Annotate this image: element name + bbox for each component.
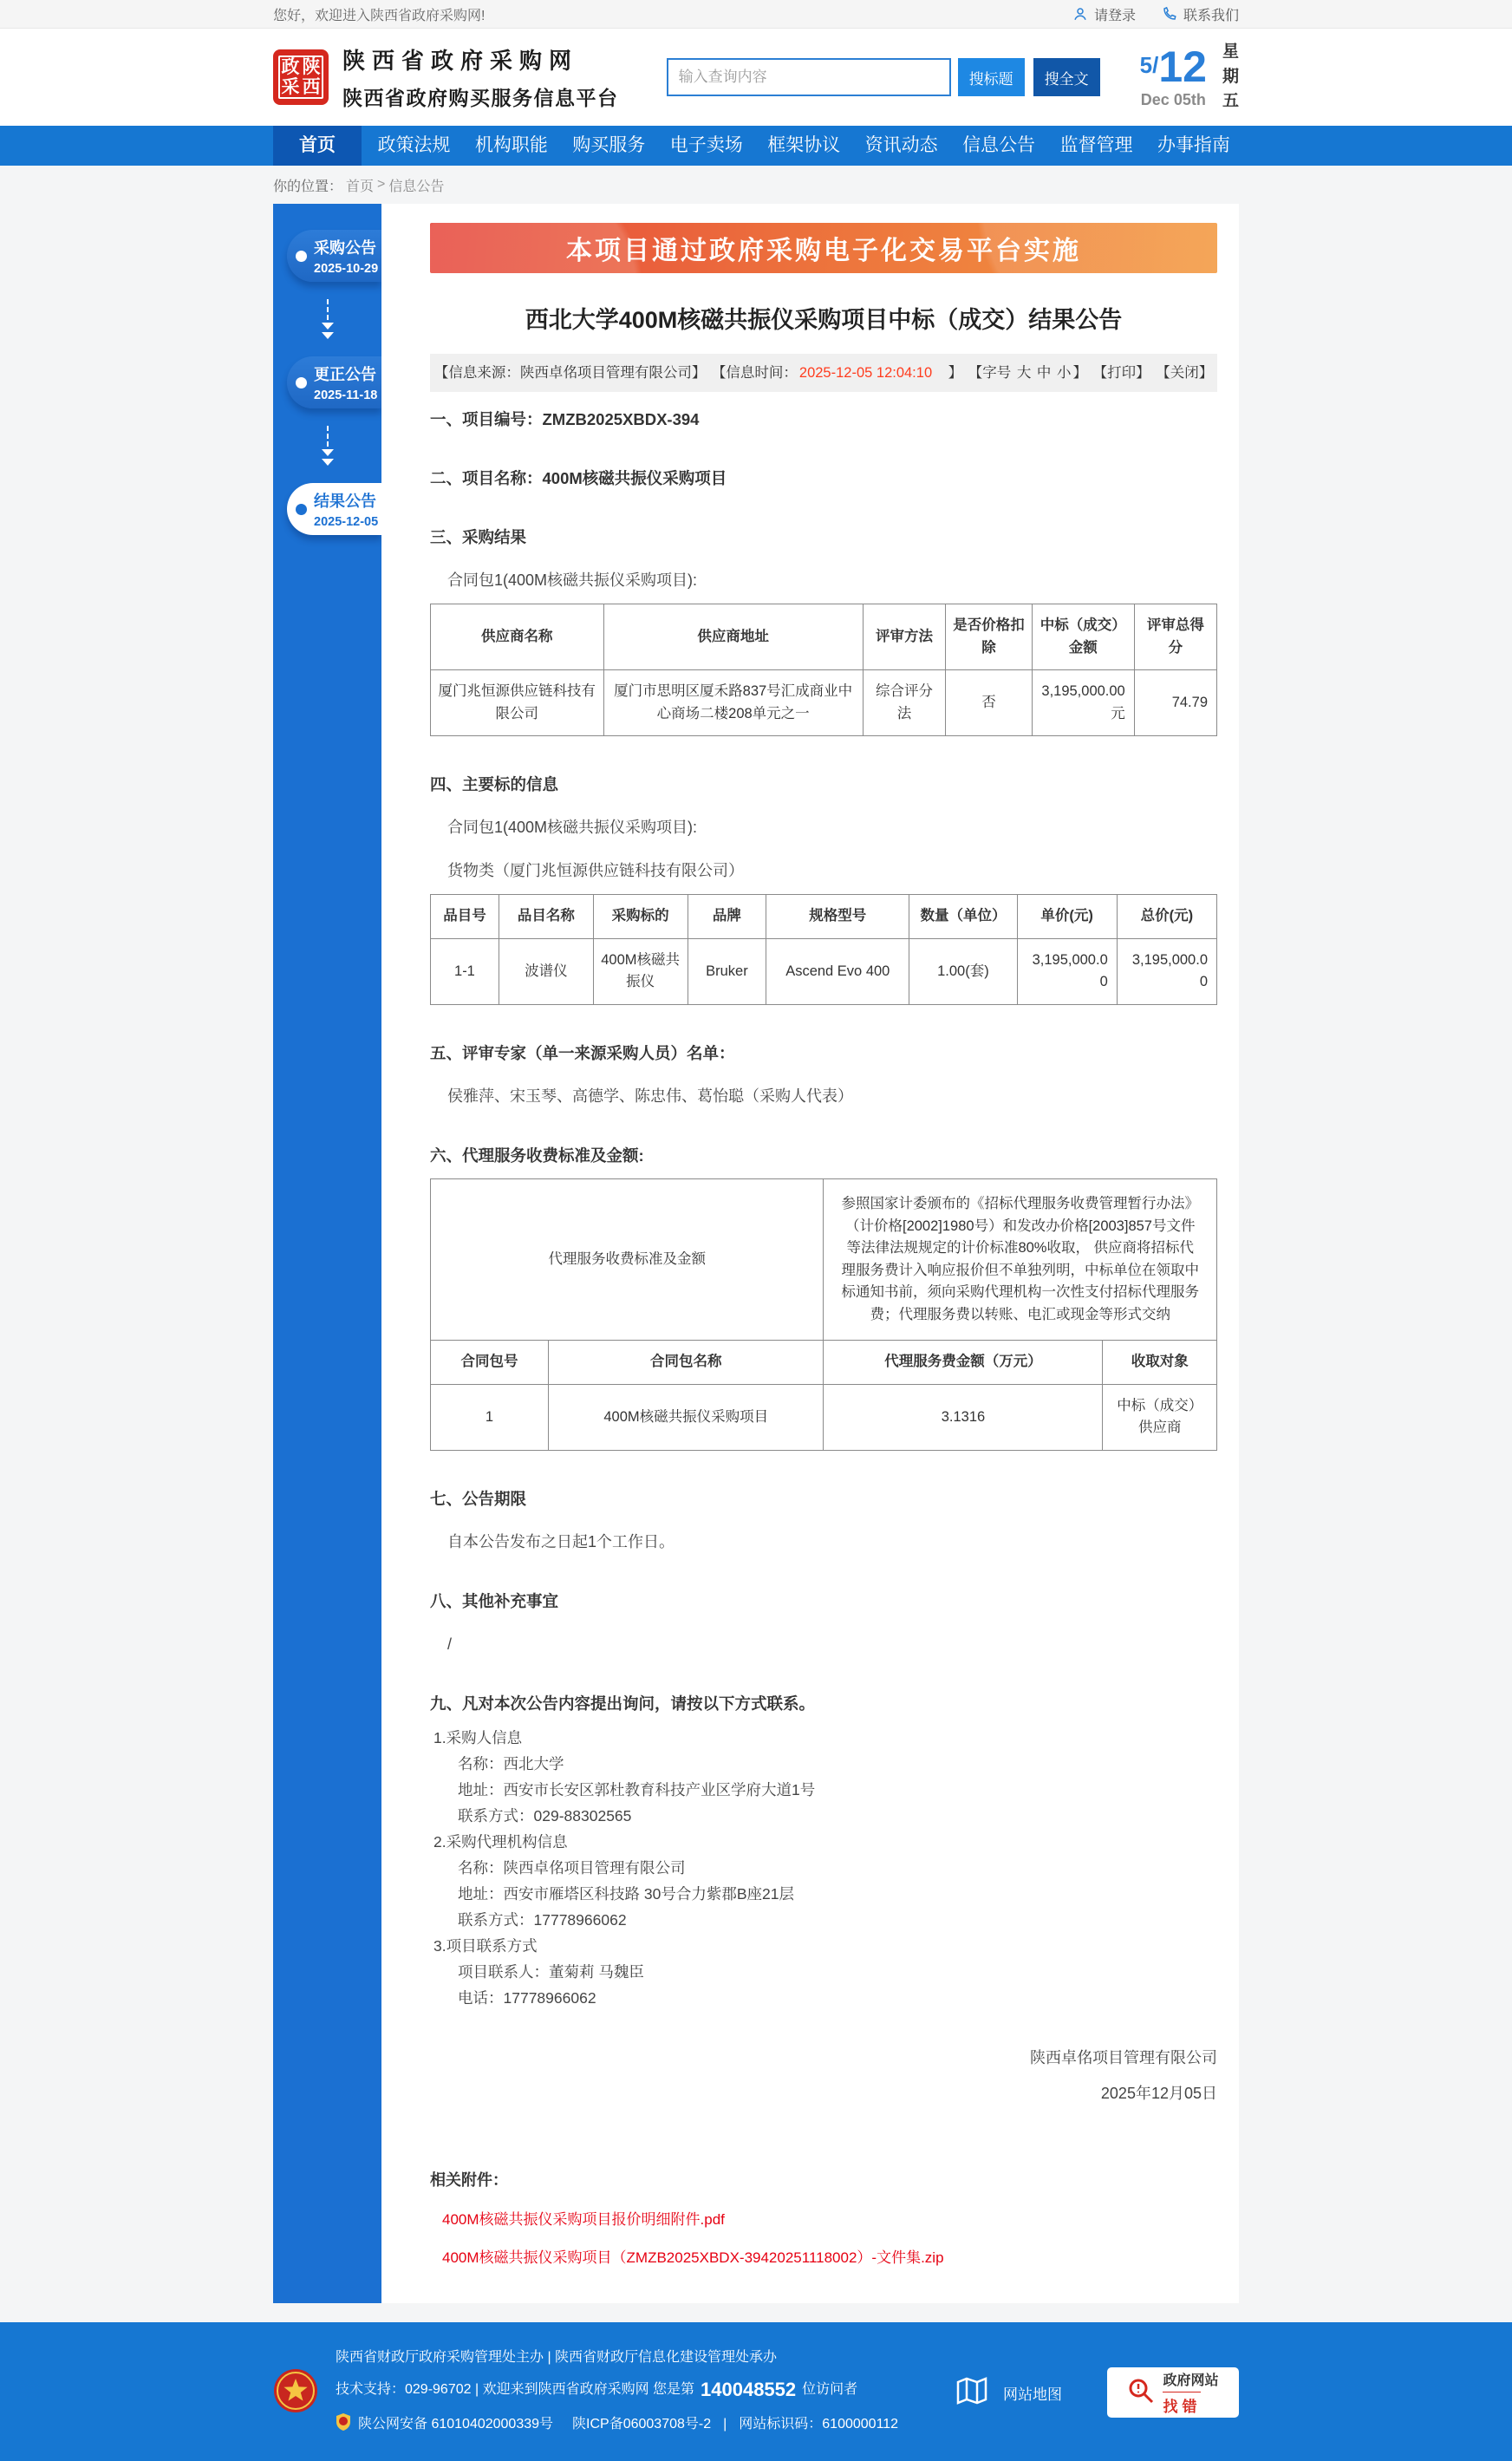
- section-project-name: 二、项目名称：400M核磁共振仪采购项目: [430, 469, 727, 487]
- weekday-label: 星 期 五: [1222, 42, 1239, 111]
- breadcrumb: 你的位置： 首页 > 信息公告: [273, 166, 1239, 204]
- site-error-badge[interactable]: 政府网站 找错: [1107, 2367, 1239, 2418]
- footer-emblem-icon: [273, 2368, 318, 2418]
- date-day: 12: [1158, 42, 1207, 91]
- subject-goods-label: 货物类（厦门兆恒源供应链科技有限公司）: [447, 862, 744, 880]
- section-announcement-period: 七、公告期限: [430, 1490, 527, 1508]
- items-table: [430, 894, 1217, 1005]
- cell-review-method: 综合评分法: [863, 670, 945, 736]
- cell-unit-price: 3,195,000.00: [1017, 938, 1117, 1004]
- meta-bar: 【信息来源：陕西卓佲项目管理有限公司】 【信息时间： 2025-12-05 12:04:10 】 【字号 大 中 小 】 【打印】 【关闭】: [430, 354, 1217, 392]
- result-table: [430, 604, 1217, 736]
- icp-number: 陕ICP备06003708号-2: [572, 2417, 712, 2432]
- cell-item-name: 波谱仪: [499, 938, 593, 1004]
- header-cell: 数量（单位）: [909, 895, 1017, 939]
- attachments-title: 相关附件：: [430, 2171, 508, 2189]
- section-procurement-result: 三、采购结果: [430, 528, 527, 546]
- timeline-dot: [296, 377, 307, 388]
- cell-supplier-name: 厦门兆恒源供应链科技有限公司: [431, 670, 604, 736]
- signature-block: [430, 2040, 1217, 2112]
- agency-name: 名称：陕西卓佲项目管理有限公司: [458, 1859, 686, 1877]
- timeline-arrow-icon: [273, 282, 381, 356]
- timeline-arrow-icon: [273, 408, 381, 483]
- logo-characters: 政 陕 采 西: [278, 55, 323, 99]
- buyer-phone: 联系方式：029-88302565: [458, 1807, 632, 1825]
- sitemap-map-icon: [953, 2372, 991, 2414]
- nav-item-news[interactable]: 资讯动态: [864, 135, 938, 155]
- nav-item-functions[interactable]: 机构职能: [474, 135, 548, 155]
- header-cell: 单价(元): [1017, 895, 1117, 939]
- nav-item-purchase-services[interactable]: 购买服务: [572, 135, 646, 155]
- buyer-info-title: 1.采购人信息: [433, 1729, 523, 1746]
- section-other-matters: 八、其他补充事宜: [430, 1592, 559, 1610]
- other-matters-body: /: [447, 1635, 453, 1653]
- agency-fee-label: 代理服务收费标准及金额: [431, 1178, 824, 1340]
- nav-item-supervision[interactable]: 监督管理: [1059, 135, 1133, 155]
- header-cell: 品目号: [431, 895, 499, 939]
- agency-phone: 联系方式：17778966062: [458, 1911, 627, 1929]
- header-cell: 代理服务费金额（万元）: [824, 1341, 1103, 1385]
- article-title: 西北大学400M核磁共振仪采购项目中标（成交）结果公告: [525, 307, 1123, 333]
- police-badge-icon: [336, 2413, 351, 2437]
- cell-total-score: 74.79: [1134, 670, 1216, 736]
- signature-company: 陕西卓佲项目管理有限公司: [1030, 2049, 1217, 2066]
- cell-package-name: 400M核磁共振仪采购项目: [549, 1384, 824, 1450]
- site-footer: [0, 2322, 1512, 2461]
- subject-package-label: 合同包1(400M核磁共振仪采购项目):: [447, 819, 698, 837]
- platform-banner: 本项目通过政府采购电子化交易平台实施: [430, 223, 1217, 273]
- cell-model: Ascend Evo 400: [766, 938, 909, 1004]
- buyer-address: 地址：西安市长安区郭杜教育科技产业区学府大道1号: [458, 1781, 816, 1798]
- header-cell: 供应商名称: [431, 604, 604, 670]
- cell-total-price: 3,195,000.00: [1117, 938, 1216, 1004]
- table-row: [431, 670, 1217, 736]
- agency-address: 地址：西安市雁塔区科技路 30号合力紫郡B座21层: [458, 1885, 794, 1903]
- cell-item-number: 1-1: [431, 938, 499, 1004]
- timeline-item-procurement-notice[interactable]: 采购公告 2025-10-29: [287, 230, 381, 282]
- section-review-experts: 五、评审专家（单一来源采购人员）名单：: [430, 1043, 735, 1062]
- cell-procurement-subject: 400M核磁共振仪: [593, 938, 688, 1004]
- nav-item-emall[interactable]: 电子卖场: [669, 135, 743, 155]
- font-size-medium-button[interactable]: 中: [1036, 365, 1052, 381]
- project-contact-title: 3.项目联系方式: [433, 1937, 538, 1955]
- police-registration-link[interactable]: 陕公网安备 61010402000339号: [358, 2417, 554, 2432]
- search-input[interactable]: [667, 58, 951, 96]
- cell-fee-payer: 中标（成交）供应商: [1103, 1384, 1217, 1450]
- project-contact-phone: 电话：17778966062: [458, 1989, 596, 2007]
- section-main-subject-info: 四、主要标的信息: [430, 775, 559, 794]
- footer-registration-line: 陕公网安备 61010402000339号 陕ICP备06003708号-2 | 网站标识码：6100000112: [336, 2413, 898, 2437]
- result-package-label: 合同包1(400M核磁共振仪采购项目):: [447, 571, 698, 589]
- site-logo[interactable]: [273, 49, 329, 105]
- section-project-number: 一、项目编号：ZMZB2025XBDX-394: [430, 410, 700, 428]
- date-month: 5/: [1139, 52, 1159, 78]
- attachment-link-pdf[interactable]: 400M核磁共振仪采购项目报价明细附件.pdf: [442, 2210, 725, 2228]
- site-header: [0, 29, 1512, 126]
- timeline-dot: [296, 504, 307, 515]
- search-title-button[interactable]: 搜标题: [958, 58, 1025, 96]
- font-size-large-button[interactable]: 大: [1016, 365, 1032, 381]
- print-button[interactable]: 【打印】: [1092, 365, 1150, 381]
- breadcrumb-home-link[interactable]: 首页: [346, 179, 375, 194]
- signature-date: 2025年12月05日: [1100, 2085, 1217, 2103]
- buyer-name: 名称：西北大学: [458, 1755, 564, 1772]
- table-row: [431, 938, 1217, 1004]
- person-icon: [1072, 6, 1088, 22]
- nav-item-framework[interactable]: 框架协议: [767, 135, 841, 155]
- sitemap-link[interactable]: 网站地图: [953, 2372, 1062, 2414]
- header-cell: 供应商地址: [603, 604, 863, 670]
- search-fulltext-button[interactable]: 搜全文: [1033, 58, 1100, 96]
- header-cell: 是否价格扣除: [946, 604, 1033, 670]
- cell-price-deduction: 否: [946, 670, 1033, 736]
- attachment-link-zip[interactable]: 400M核磁共振仪采购项目（ZMZB2025XBDX-39420251118002）-文件集.zip: [442, 2249, 944, 2266]
- site-code: 网站标识码：6100000112: [739, 2417, 899, 2432]
- cell-fee-amount: 3.1316: [824, 1384, 1103, 1450]
- agency-info-title: 2.采购代理机构信息: [433, 1833, 568, 1851]
- timeline-item-correction-notice[interactable]: 更正公告 2025-11-18: [287, 356, 381, 408]
- date-widget: [1140, 40, 1239, 114]
- main-card: [273, 204, 1239, 2303]
- expert-names: 侯雅萍、宋玉琴、高德学、陈忠伟、葛怡聪（采购人代表）: [447, 1087, 853, 1105]
- attachments-section: [430, 2168, 1217, 2267]
- meta-time-label: 【信息时间：: [711, 365, 798, 381]
- header-cell: 总价(元): [1117, 895, 1216, 939]
- date-english: Dec 05th: [1140, 91, 1206, 108]
- cell-award-amount: 3,195,000.00元: [1032, 670, 1134, 736]
- nav-item-policies[interactable]: 政策法规: [377, 135, 451, 155]
- header-cell: 收取对象: [1103, 1341, 1217, 1385]
- topbar: [0, 0, 1512, 29]
- nav-item-home[interactable]: 首页: [273, 126, 362, 166]
- site-title: 陕西省政府采购网: [342, 48, 579, 74]
- section-contact-methods: 九、凡对本次公告内容提出询问，请按以下方式联系。: [430, 1694, 816, 1713]
- login-button[interactable]: 请登录: [1072, 4, 1136, 24]
- contact-link[interactable]: 联系我们: [1162, 4, 1239, 24]
- header-cell: 合同包名称: [549, 1341, 824, 1385]
- close-button[interactable]: 【关闭】: [1156, 365, 1214, 381]
- article-content: [381, 204, 1239, 2303]
- header-cell: 品目名称: [499, 895, 593, 939]
- main-nav: [0, 126, 1512, 166]
- phone-icon: [1162, 6, 1177, 22]
- contact-info: [430, 1725, 1217, 2011]
- cell-package-number: 1: [431, 1384, 549, 1450]
- cell-brand: Bruker: [688, 938, 766, 1004]
- meta-source: 【信息来源：陕西卓佲项目管理有限公司】: [433, 365, 707, 381]
- table-row: [431, 1384, 1217, 1450]
- footer-visitor-line: 技术支持：029-96702 | 欢迎来到陕西省政府采购网 您是第 140048552 位访问者: [336, 2377, 898, 2404]
- footer-organizer-line: 陕西省财政厅政府采购管理处主办 | 陕西省财政厅信息化建设管理处承办: [336, 2349, 778, 2365]
- agency-fee-table: [430, 1178, 1217, 1451]
- announcement-period-body: 自本公告发布之日起1个工作日。: [447, 1533, 675, 1550]
- header-cell: 规格型号: [766, 895, 909, 939]
- header-cell: 品牌: [688, 895, 766, 939]
- cell-quantity: 1.00(套): [909, 938, 1017, 1004]
- section-agency-fee: 六、代理服务收费标准及金额:: [430, 1146, 644, 1165]
- header-cell: 评审总得分: [1134, 604, 1216, 670]
- timeline-dot: [296, 251, 307, 262]
- font-size-small-button[interactable]: 小: [1057, 365, 1072, 381]
- nav-item-announcements[interactable]: 信息公告: [962, 135, 1036, 155]
- visitor-count: 140048552: [701, 2379, 797, 2401]
- header-cell: 评审方法: [863, 604, 945, 670]
- header-cell: 中标（成交）金额: [1032, 604, 1134, 670]
- timeline-item-result-notice[interactable]: 结果公告 2025-12-05: [287, 483, 381, 535]
- agency-fee-policy: 参照国家计委颁布的《招标代理服务收费管理暂行办法》（计价格[2002]1980号）和发改办价格[2003]857号文件等法律法规规定的计价标准80%收取， 供应商将招标代理服务费计入响应报价但不单独列明，中标单位在领取中标通知书前，须向采购代理机构一次性支付招标代理服务费；代理服务费以转账、电汇或现金等形式交纳: [824, 1178, 1217, 1340]
- nav-item-guide[interactable]: 办事指南: [1157, 135, 1230, 155]
- search-bar: [667, 58, 1100, 96]
- magnifier-icon: [1127, 2377, 1155, 2409]
- cell-supplier-address: 厦门市思明区厦禾路837号汇成商业中心商场二楼208单元之一: [603, 670, 863, 736]
- announcement-timeline: [273, 204, 381, 2303]
- header-cell: 采购标的: [593, 895, 688, 939]
- project-contact-name: 项目联系人：董菊莉 马魏臣: [458, 1963, 644, 1981]
- header-cell: 合同包号: [431, 1341, 549, 1385]
- topbar-greeting: 您好，欢迎进入陕西省政府采购网!: [273, 8, 486, 23]
- meta-time-value: 2025-12-05 12:04:10: [798, 365, 933, 381]
- breadcrumb-current[interactable]: 信息公告: [388, 179, 445, 194]
- site-subtitle: 陕西省政府购买服务信息平台: [342, 87, 619, 109]
